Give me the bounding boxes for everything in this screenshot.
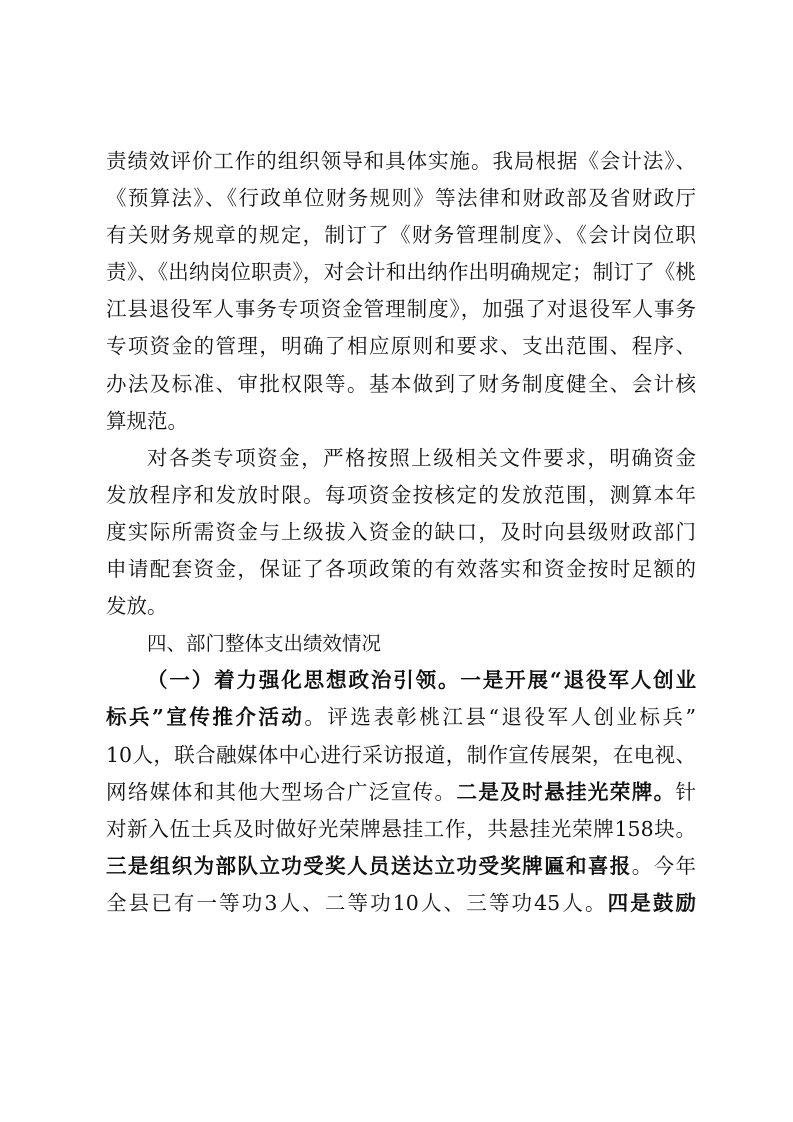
text-line: 对新入伍士兵及时做好光荣牌悬挂工作，共悬挂光荣牌158块。 (106, 816, 696, 841)
paragraph-financial-system (106, 143, 696, 440)
text-run: 。评选表彰桃江县“退役军人创业标兵” (304, 705, 696, 730)
text-run: 针 (675, 779, 697, 804)
section-heading: 四、部门整体支出绩效情况 (147, 632, 382, 656)
text-line (106, 848, 696, 885)
text-line: 有关财务规章的规定，制订了《财务管理制度》、《会计岗位职 (106, 223, 696, 248)
text-run: 。今年 (631, 853, 697, 878)
document-body (106, 143, 696, 922)
text-line: （一）着力强化思想政治引领。一是开展“退役军人创业 (147, 668, 696, 693)
paragraph-political-guidance (106, 662, 696, 922)
text-line: 申请配套资金，保证了各项政策的有效落实和资金按时足额的 (106, 557, 696, 582)
text-run: 网络媒体和其他大型场合广泛宣传。 (106, 779, 457, 804)
text-line: 责绩效评价工作的组织领导和具体实施。我局根据《会计法》、 (106, 149, 696, 173)
text-line: 专项资金的管理，明确了相应原则和要求、支出范围、程序、 (106, 334, 696, 359)
text-line: 度实际所需资金与上级拔入资金的缺口，及时向县级财政部门 (106, 519, 696, 544)
text-line: 10人，联合融媒体中心进行采访报道，制作宣传展架，在电视、 (106, 742, 696, 767)
text-run: 全县已有一等功3人、二等功10人、三等功45人。 (106, 890, 608, 915)
text-line: 《预算法》、《行政单位财务规则》等法律和财政部及省财政厅 (106, 186, 696, 211)
bold-run: 标兵”宣传推介活动 (106, 705, 305, 730)
paragraph-special-funds (106, 440, 696, 625)
text-line: 算规范。 (106, 408, 188, 433)
text-line (106, 774, 696, 811)
bold-run: 三是组织为部队立功受奖人员送达立功受奖牌匾和喜报 (106, 853, 632, 878)
text-line: 对各类专项资金，严格按照上级相关文件要求，明确资金 (147, 445, 696, 470)
text-line (106, 699, 696, 736)
text-line: 责》、《出纳岗位职责》，对会计和出纳作出明确规定；制订了《桃 (106, 260, 696, 285)
text-line (106, 885, 696, 922)
text-line: 发放程序和发放时限。每项资金按核定的发放范围，测算本年 (106, 482, 696, 507)
text-line: 办法及标准、审批权限等。基本做到了财务制度健全、会计核 (106, 371, 696, 396)
bold-run: 四是鼓励 (607, 890, 697, 915)
text-line: 江县退役军人事务专项资金管理制度》，加强了对退役军人事务 (106, 297, 696, 322)
bold-run: 二是及时悬挂光荣牌。 (456, 779, 676, 804)
text-line: 发放。 (106, 594, 168, 619)
